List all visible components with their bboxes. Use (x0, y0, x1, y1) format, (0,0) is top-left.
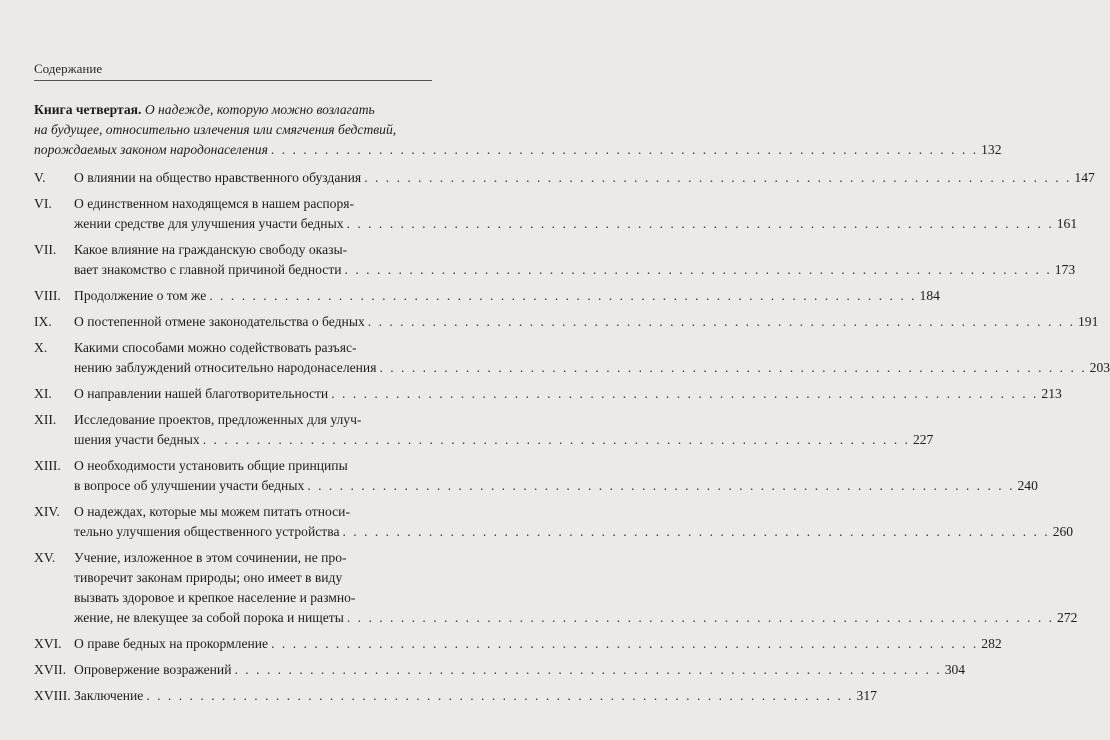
table-of-contents (34, 100, 1110, 706)
chapter-title-line: О праве бедных на прокормление (74, 636, 269, 651)
chapter-title-line: Заключение (74, 688, 144, 703)
dot-leader (364, 168, 1071, 188)
chapter-title-line: тельно улучшения общественного устройства (74, 524, 340, 539)
toc-entry (34, 456, 1038, 496)
dot-leader (345, 260, 1052, 280)
chapter-title-line: О постепенной отмене законодательства о бедных (74, 314, 365, 329)
book-title-line: на будущее, относительно излечения или смягчения бедствий, (34, 122, 397, 137)
page-number: 147 (1074, 170, 1095, 185)
dot-leader (307, 476, 1014, 496)
chapter-number: XIII. (34, 458, 61, 473)
dot-leader (331, 384, 1038, 404)
chapter-title-line: Продолжение о том же (74, 288, 207, 303)
chapter-title-line: жении средстве для улучшения участи бедных (74, 216, 344, 231)
chapter-title-line: жение, не влекущее за собой порока и нищеты (74, 610, 344, 625)
chapter-number: VIII. (34, 288, 61, 303)
chapter-title-line: шения участи бедных (74, 432, 200, 447)
page-number: 240 (1017, 478, 1038, 493)
chapter-title-line: вает знакомство с главной причиной бедности (74, 262, 342, 277)
chapter-title-line: Исследование проектов, предложенных для улуч- (74, 412, 362, 427)
page-number: 227 (912, 432, 934, 447)
page-number: 304 (944, 662, 966, 677)
chapter-number: XV. (34, 550, 56, 565)
book-title-line: О надежде, которую можно возлагать (144, 102, 375, 117)
toc-entry (34, 548, 1078, 628)
page-number: 184 (919, 288, 940, 303)
book-title-line: порождаемых законом народонаселения (34, 142, 268, 157)
toc-entry (34, 168, 1095, 188)
chapter-number: XVIII. (34, 688, 71, 703)
chapter-title-line: О надеждах, которые мы можем питать относи- (74, 504, 350, 519)
dot-leader (271, 634, 978, 654)
dot-leader (379, 358, 1086, 378)
chapter-list (34, 168, 1110, 706)
chapter-title-line: в вопросе об улучшении участи бедных (74, 478, 305, 493)
chapter-title-line: Опровержение возражений (74, 662, 232, 677)
toc-entry (34, 286, 940, 306)
dot-leader (347, 608, 1054, 628)
page-number: 173 (1054, 262, 1076, 277)
chapter-number: V. (34, 170, 46, 185)
chapter-title-line: Какими способами можно содействовать разъяс- (74, 340, 357, 355)
toc-entry (34, 240, 1076, 280)
chapter-title-line: Какое влияние на гражданскую свободу оказы- (74, 242, 348, 257)
toc-entry (34, 634, 1002, 654)
chapter-title-line: О единственном находящемся в нашем распоря- (74, 196, 355, 211)
chapter-number: X. (34, 340, 48, 355)
dot-leader (347, 214, 1054, 234)
page-number: 132 (981, 142, 1002, 157)
chapter-number: XVII. (34, 662, 67, 677)
toc-entry (34, 312, 1099, 332)
chapter-title-line: О необходимости установить общие принципы (74, 458, 348, 473)
chapter-number: VII. (34, 242, 57, 257)
chapter-number: XII. (34, 412, 57, 427)
dot-leader (271, 140, 978, 160)
chapter-number: XIV. (34, 504, 60, 519)
chapter-number: VI. (34, 196, 52, 211)
page-number: 317 (856, 688, 877, 703)
toc-entry (34, 686, 877, 706)
chapter-title-line: вызвать здоровое и крепкое население и размно- (74, 590, 356, 605)
page-number: 161 (1056, 216, 1078, 231)
page-number: 282 (981, 636, 1002, 651)
book-label: Книга четвертая. (34, 102, 142, 117)
book-heading (34, 100, 1002, 160)
chapter-title-line: тиворечит законам природы; оно имеет в виду (74, 570, 343, 585)
chapter-title-line: Учение, изложенное в этом сочинении, не про- (74, 550, 347, 565)
dot-leader (209, 286, 916, 306)
chapter-number: XI. (34, 386, 52, 401)
toc-entry (34, 502, 1074, 542)
dot-leader (234, 660, 941, 680)
chapter-title-line: О направлении нашей благотворительности (74, 386, 329, 401)
dot-leader (342, 522, 1049, 542)
chapter-number: XVI. (34, 636, 62, 651)
toc-entry (34, 194, 1078, 234)
page-number: 203 (1089, 360, 1110, 375)
toc-entry (34, 384, 1062, 404)
running-head: Содержание (34, 61, 103, 76)
page-number: 260 (1052, 524, 1074, 539)
toc-entry (34, 338, 1110, 378)
page-number: 191 (1077, 314, 1099, 329)
dot-leader (368, 312, 1075, 332)
toc-entry (34, 410, 934, 450)
dot-leader (146, 686, 853, 706)
page-number: 272 (1057, 610, 1078, 625)
chapter-title-line: нению заблуждений относительно народонаселения (74, 360, 377, 375)
toc-entry (34, 660, 966, 680)
chapter-number: IX. (34, 314, 52, 329)
chapter-title-line: О влиянии на общество нравственного обуздания (74, 170, 362, 185)
page-number: 213 (1041, 386, 1062, 401)
dot-leader (203, 430, 910, 450)
header-rule (34, 80, 432, 81)
